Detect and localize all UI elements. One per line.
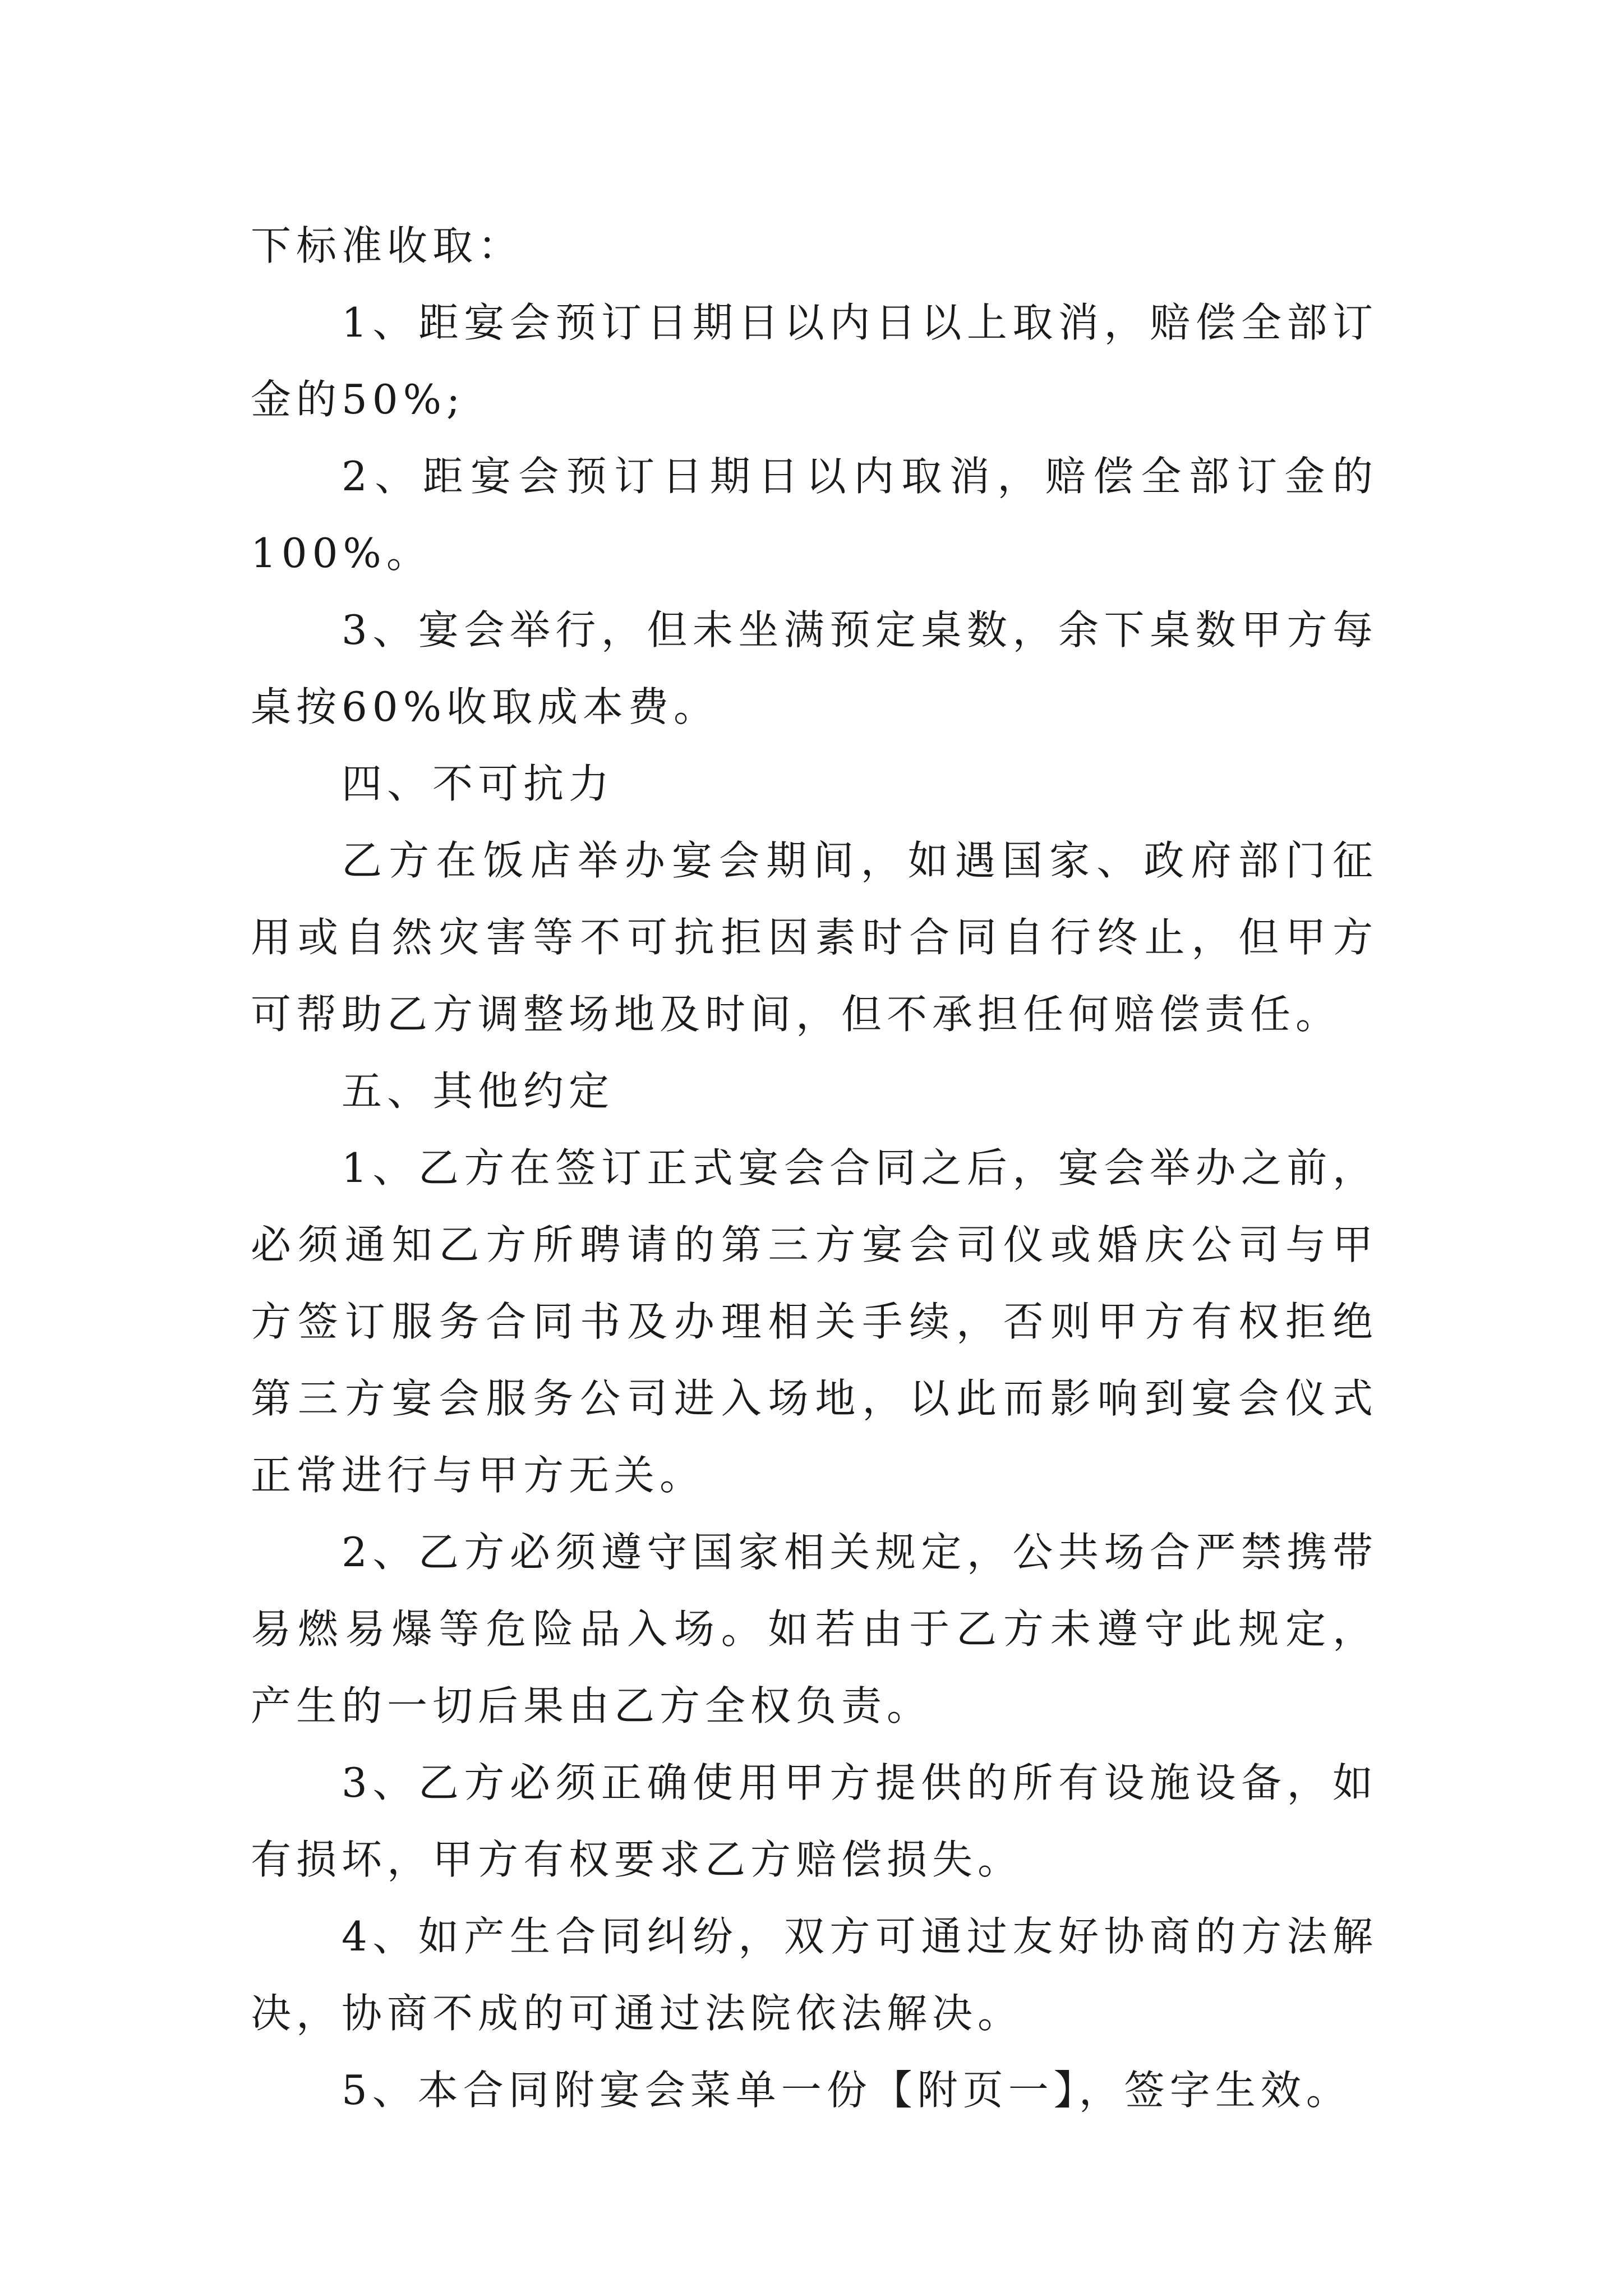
clause-cancel-full: 2、距宴会预订日期日以内取消，赔偿全部订金的100%。 [251, 453, 1378, 577]
section-heading-other-terms: 五、其他约定 [342, 1068, 615, 1115]
section-heading-force-majeure: 四、不可抗力 [342, 760, 615, 807]
paragraph-force-majeure: 乙方在饭店举办宴会期间，如遇国家、政府部门征用或自然灾害等不可抗拒因素时合同自行终止，但甲方可帮助乙方调整场地及时间，但不承担任何赔偿责任。 [251, 837, 1378, 1038]
clause-unfilled-tables: 3、宴会举行，但未坐满预定桌数，余下桌数甲方每桌按60%收取成本费。 [251, 606, 1378, 730]
clause-dispute-resolution: 4、如产生合同纠纷，双方可通过友好协商的方法解决，协商不成的可通过法院依法解决。 [251, 1913, 1378, 2037]
document-body [251, 208, 1378, 2129]
clause-cancel-partial: 1、距宴会预订日期日以内日以上取消，赔偿全部订金的50%; [251, 299, 1378, 423]
clause-equipment-damage: 3、乙方必须正确使用甲方提供的所有设施设备，如有损坏，甲方有权要求乙方赔偿损失。 [251, 1759, 1378, 1883]
clause-third-party-service: 1、乙方在签订正式宴会合同之后，宴会举办之前，必须通知乙方所聘请的第三方宴会司仪或婚庆公司与甲方签订服务合同书及办理相关手续，否则甲方有权拒绝第三方宴会服务公司进入场地，以此而影响到宴会仪式正常进行与甲方无关。 [251, 1144, 1378, 1499]
clause-menu-attachment: 5、本合同附宴会菜单一份【附页一】，签字生效。 [342, 2067, 1352, 2114]
paragraph-continuation: 下标准收取： [251, 222, 524, 269]
clause-safety-regulations: 2、乙方必须遵守国家相关规定，公共场合严禁携带易燃易爆等危险品入场。如若由于乙方未遵守此规定，产生的一切后果由乙方全权负责。 [251, 1529, 1378, 1729]
